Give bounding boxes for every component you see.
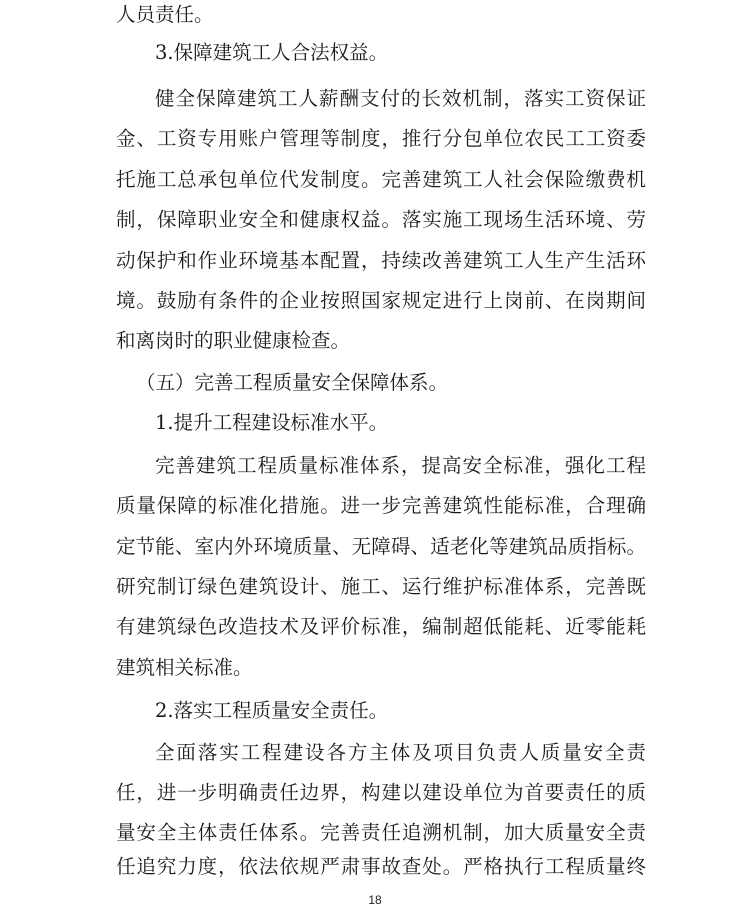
text-line: 动保护和作业环境基本配置，持续改善建筑工人生产生活环 (116, 249, 646, 272)
text-line: 量安全主体责任体系。完善责任追溯机制，加大质量安全责 (116, 821, 646, 844)
subsection-heading: 1.提升工程建设标准水平。 (155, 411, 389, 434)
text-line: 制，保障职业安全和健康权益。落实施工现场生活环境、劳 (116, 208, 646, 231)
page-number: 18 (368, 893, 382, 907)
text-line: 完善建筑工程质量标准体系，提高安全标准，强化工程 (155, 454, 646, 477)
text-line: 境。鼓励有条件的企业按照国家规定进行上岗前、在岗期间 (116, 289, 646, 312)
text-line: 有建筑绿色改造技术及评价标准，编制超低能耗、近零能耗 (116, 615, 646, 638)
subsection-heading: 3.保障建筑工人合法权益。 (155, 41, 389, 64)
text-line: 全面落实工程建设各方主体及项目负责人质量安全责 (155, 741, 646, 764)
subsection-heading: 2.落实工程质量安全责任。 (155, 699, 389, 722)
text-line: 和离岗时的职业健康检查。 (116, 329, 351, 352)
text-line: 人员责任。 (116, 3, 214, 26)
section-heading: （五）完善工程质量安全保障体系。 (136, 371, 449, 394)
text-line: 任，进一步明确责任边界，构建以建设单位为首要责任的质 (116, 781, 646, 804)
text-line: 质量保障的标准化措施。进一步完善建筑性能标准，合理确 (116, 494, 646, 517)
text-line: 建筑相关标准。 (116, 656, 253, 679)
text-line: 健全保障建筑工人薪酬支付的长效机制，落实工资保证 (155, 87, 646, 110)
text-line: 托施工总承包单位代发制度。完善建筑工人社会保险缴费机 (116, 168, 646, 191)
text-line: 定节能、室内外环境质量、无障碍、适老化等建筑品质指标。 (116, 535, 646, 558)
text-line: 任追究力度，依法依规严肃事故查处。严格执行工程质量终 (116, 855, 646, 878)
text-line: 研究制订绿色建筑设计、施工、运行维护标准体系，完善既 (116, 575, 646, 598)
text-line: 金、工资专用账户管理等制度，推行分包单位农民工工资委 (116, 127, 646, 150)
